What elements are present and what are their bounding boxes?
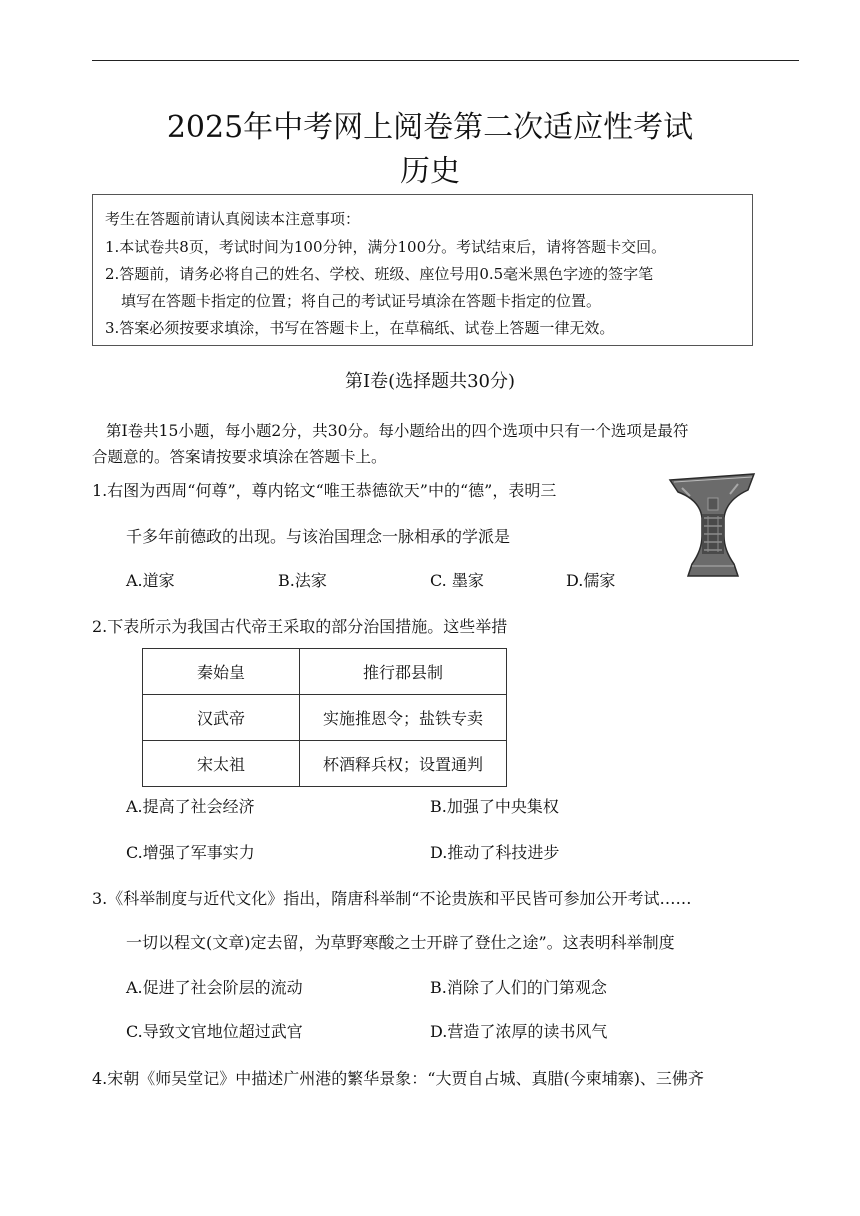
question-2-option-b: B.加强了中央集权 xyxy=(430,797,559,816)
bronze-zun-vessel-image xyxy=(668,470,756,578)
table-row xyxy=(143,695,507,741)
section-intro: 合题意的。答案请按要求填涂在答题卡上。 xyxy=(92,448,387,466)
table-cell: 汉武帝 xyxy=(143,695,300,741)
exam-title: 2025年中考网上阅卷第二次适应性考试 xyxy=(166,110,694,145)
notice-item: 1.本试卷共8页，考试时间为100分钟，满分100分。考试结束后，请将答题卡交回。 xyxy=(105,238,667,256)
table-row xyxy=(143,741,507,787)
notice-item: 填写在答题卡指定的位置；将自己的考试证号填涂在答题卡指定的位置。 xyxy=(121,292,602,310)
question-1-text: 1.右图为西周“何尊”，尊内铭文“唯王恭德欲天”中的“德”，表明三 xyxy=(92,481,557,500)
question-1-option-a: A.道家 xyxy=(126,571,175,590)
table-cell: 实施推恩令；盐铁专卖 xyxy=(300,695,507,741)
notice-box xyxy=(92,194,753,346)
question-3-text: 3.《科举制度与近代文化》指出，隋唐科举制“不论贵族和平民皆可参加公开考试…… xyxy=(92,889,692,908)
notice-item: 2.答题前，请务必将自己的姓名、学校、班级、座位号用0.5毫米黑色字迹的签字笔 xyxy=(105,265,654,283)
question-3-option-c: C.导致文官地位超过武官 xyxy=(126,1022,303,1041)
section-intro: 第Ⅰ卷共15小题，每小题2分，共30分。每小题给出的四个选项中只有一个选项是最符 xyxy=(106,422,689,440)
question-2-option-a: A.提高了社会经济 xyxy=(126,797,255,816)
question-1-option-d: D.儒家 xyxy=(566,571,616,590)
question-4-text: 4.宋朝《师吴堂记》中描述广州港的繁华景象：“大贾自占城、真腊(今柬埔寨)、三佛齐 xyxy=(92,1069,704,1088)
measures-table xyxy=(142,648,507,787)
table-cell: 宋太祖 xyxy=(143,741,300,787)
question-2-option-c: C.增强了军事实力 xyxy=(126,843,255,862)
notice-heading: 考生在答题前请认真阅读本注意事项： xyxy=(105,210,361,228)
question-2-option-d: D.推动了科技进步 xyxy=(430,843,560,862)
question-1-text: 千多年前德政的出现。与该治国理念一脉相承的学派是 xyxy=(126,527,511,546)
question-1-option-b: B.法家 xyxy=(278,571,327,590)
question-3-text: 一切以程文(文章)定去留，为草野寒酸之士开辟了登仕之途”。这表明科举制度 xyxy=(126,933,675,952)
exam-subject: 历史 xyxy=(400,154,460,189)
section-title: 第Ⅰ卷(选择题共30分) xyxy=(344,371,516,392)
table-cell: 秦始皇 xyxy=(143,649,300,695)
table-cell: 杯酒释兵权；设置通判 xyxy=(300,741,507,787)
top-rule xyxy=(92,60,799,61)
table-cell: 推行郡县制 xyxy=(300,649,507,695)
question-3-option-d: D.营造了浓厚的读书风气 xyxy=(430,1022,608,1041)
question-3-option-a: A.促进了社会阶层的流动 xyxy=(126,978,303,997)
notice-item: 3.答案必须按要求填涂，书写在答题卡上，在草稿纸、试卷上答题一律无效。 xyxy=(105,319,615,337)
question-2-text: 2.下表所示为我国古代帝王采取的部分治国措施。这些举措 xyxy=(92,617,508,636)
question-1-option-c: C. 墨家 xyxy=(430,571,484,590)
question-3-option-b: B.消除了人们的门第观念 xyxy=(430,978,607,997)
table-row xyxy=(143,649,507,695)
